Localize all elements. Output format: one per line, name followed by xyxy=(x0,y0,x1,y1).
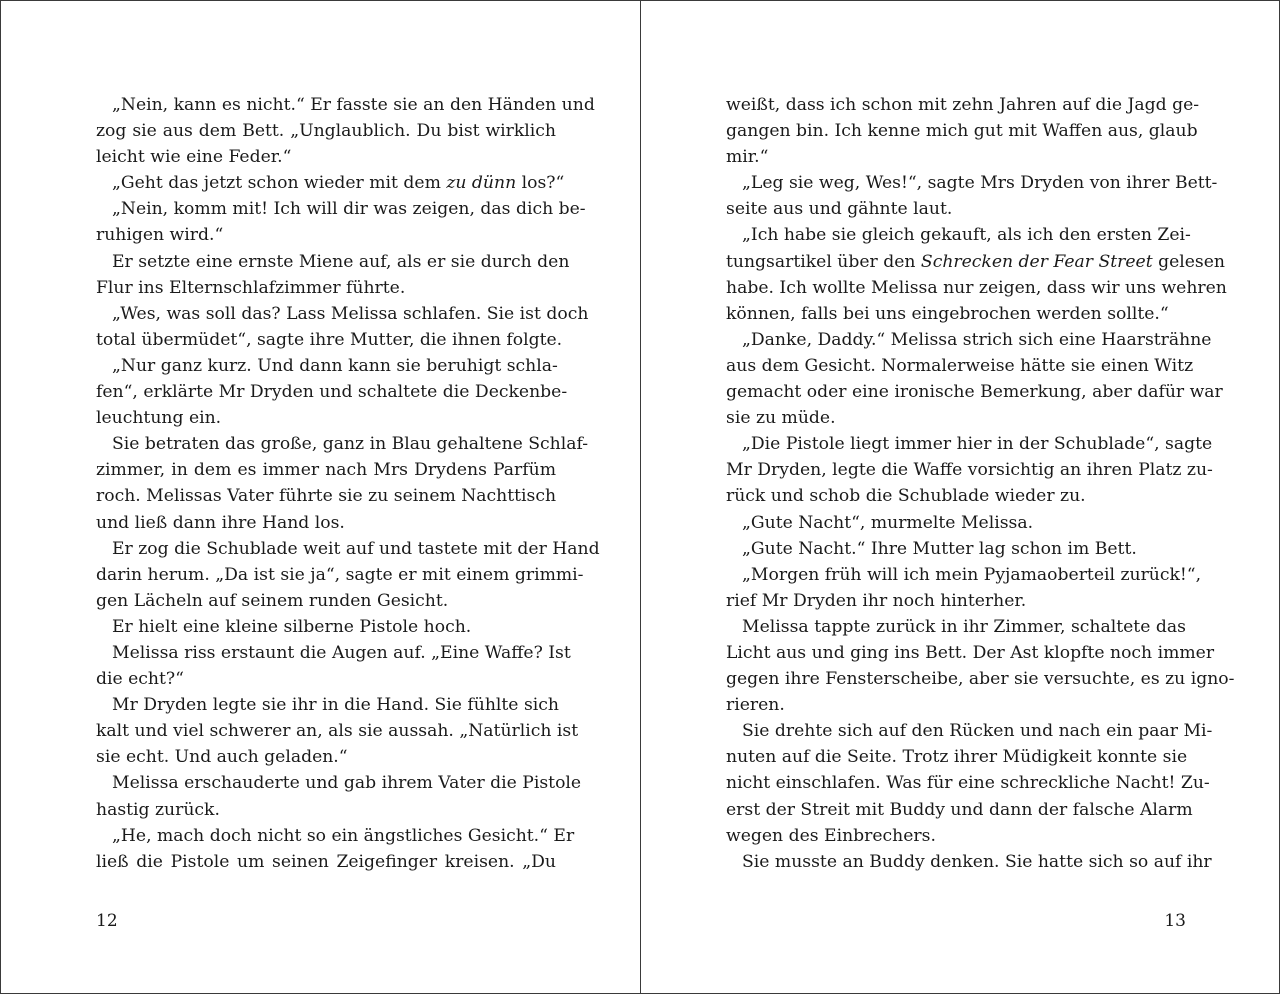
left-page xyxy=(1,1,640,993)
text-line: Er zog die Schublade weit auf und tastete mit der Hand xyxy=(112,538,600,559)
italic-phrase: Schrecken der Fear Street xyxy=(920,251,1153,272)
text-line: gemacht oder eine ironische Bemerkung, aber dafür war xyxy=(726,382,1223,403)
text-line: „Nein, komm mit! Ich will dir was zeigen, das dich be- xyxy=(112,199,586,220)
text-line: „Gute Nacht“, murmelte Melissa. xyxy=(742,512,1034,533)
text-line: rieren. xyxy=(726,695,785,716)
text-line: gegen ihre Fensterscheibe, aber sie versuchte, es zu igno- xyxy=(726,669,1235,690)
text-line: sie zu müde. xyxy=(726,408,836,429)
left-page-number: 12 xyxy=(96,911,118,931)
text-line: und ließ dann ihre Hand los. xyxy=(96,512,345,533)
text-line: Er setzte eine ernste Miene auf, als er sie durch den xyxy=(112,251,570,272)
text-line: hastig zurück. xyxy=(96,799,220,820)
text-line: können, falls bei uns eingebrochen werden sollte.“ xyxy=(726,303,1169,324)
italic-phrase: zu dünn xyxy=(446,173,517,194)
text-line: die echt?“ xyxy=(96,669,184,690)
text-line: seite aus und gähnte laut. xyxy=(726,199,953,220)
right-page-number: 13 xyxy=(1164,911,1186,931)
left-page-text xyxy=(96,92,600,875)
text-line: „Danke, Daddy.“ Melissa strich sich eine Haarsträhne xyxy=(742,329,1212,350)
text-line: darin herum. „Da ist sie ja“, sagte er mit einem grimmi- xyxy=(96,564,584,585)
text-line: erst der Streit mit Buddy und dann der falsche Alarm xyxy=(726,799,1193,820)
text-line: Sie musste an Buddy denken. Sie hatte sich so auf ihr xyxy=(742,851,1212,872)
text-line: Sie drehte sich auf den Rücken und nach ein paar Mi- xyxy=(742,721,1213,742)
text-line: zog sie aus dem Bett. „Unglaublich. Du bist wirklich xyxy=(96,121,556,142)
text-line: „Morgen früh will ich mein Pyjamaoberteil zurück!“, xyxy=(742,564,1202,585)
text-line: Melissa tappte zurück in ihr Zimmer, schaltete das xyxy=(742,616,1186,637)
text-line: „Nur ganz kurz. Und dann kann sie beruhigt schla- xyxy=(112,355,558,376)
text-line: Licht aus und ging ins Bett. Der Ast klopfte noch immer xyxy=(726,642,1215,663)
text-line: „Leg sie weg, Wes!“, sagte Mrs Dryden von ihrer Bett- xyxy=(742,173,1218,194)
text-line: gangen bin. Ich kenne mich gut mit Waffen aus, glaub xyxy=(726,121,1198,142)
text-line: wegen des Einbrechers. xyxy=(726,825,936,846)
text-line: kalt und viel schwerer an, als sie aussah. „Natürlich ist xyxy=(96,721,579,742)
text-line: mir.“ xyxy=(726,147,769,168)
text-line: Mr Dryden, legte die Waffe vorsichtig an ihren Platz zu- xyxy=(726,460,1213,481)
text-line: „Die Pistole liegt immer hier in der Schublade“, sagte xyxy=(742,434,1213,455)
text-line: weißt, dass ich schon mit zehn Jahren auf die Jagd ge- xyxy=(726,95,1200,115)
text-line: „Gute Nacht.“ Ihre Mutter lag schon im Bett. xyxy=(742,538,1137,559)
text-line: Sie betraten das große, ganz in Blau gehaltene Schlaf- xyxy=(112,434,589,455)
right-page-text xyxy=(726,92,1235,875)
text-line: zimmer, in dem es immer nach Mrs Drydens Parfüm xyxy=(96,460,556,481)
text-line: nicht einschlafen. Was für eine schreckliche Nacht! Zu- xyxy=(726,773,1210,794)
text-line: leicht wie eine Feder.“ xyxy=(96,147,292,168)
text-line: fen“, erklärte Mr Dryden und schaltete die Deckenbe- xyxy=(96,382,568,403)
text-line: „Geht das jetzt schon wieder mit dem zu dünn los?“ xyxy=(112,173,565,194)
text-line: gen Lächeln auf seinem runden Gesicht. xyxy=(96,590,449,611)
text-line: Melissa erschauderte und gab ihrem Vater die Pistole xyxy=(112,773,582,794)
text-line: habe. Ich wollte Melissa nur zeigen, dass wir uns wehren xyxy=(726,277,1227,298)
text-line: rief Mr Dryden ihr noch hinterher. xyxy=(726,590,1027,611)
text-line: aus dem Gesicht. Normalerweise hätte sie einen Witz xyxy=(726,355,1194,376)
text-line: leuchtung ein. xyxy=(96,408,222,429)
text-line: rück und schob die Schublade wieder zu. xyxy=(726,486,1086,507)
text-line: roch. Melissas Vater führte sie zu seinem Nachttisch xyxy=(96,486,557,507)
text-line: „He, mach doch nicht so ein ängstliches Gesicht.“ Er xyxy=(112,825,575,846)
text-line: tungsartikel über den Schrecken der Fear Street gelesen xyxy=(726,251,1225,272)
text-line: Er hielt eine kleine silberne Pistole hoch. xyxy=(112,616,472,637)
text-line: ruhigen wird.“ xyxy=(96,225,224,246)
text-line: sie echt. Und auch geladen.“ xyxy=(96,747,348,768)
right-page xyxy=(641,1,1280,993)
text-line: „Ich habe sie gleich gekauft, als ich den ersten Zei- xyxy=(742,225,1191,246)
text-line: Mr Dryden legte sie ihr in die Hand. Sie fühlte sich xyxy=(112,695,559,716)
text-line: total übermüdet“, sagte ihre Mutter, die ihnen folgte. xyxy=(96,329,563,350)
text-line: „Wes, was soll das? Lass Melissa schlafen. Sie ist doch xyxy=(112,303,589,324)
text-line: Melissa riss erstaunt die Augen auf. „Eine Waffe? Ist xyxy=(112,642,571,663)
text-line: ließ die Pistole um seinen Zeigefinger kreisen. „Du xyxy=(96,851,556,872)
text-line: Flur ins Elternschlafzimmer führte. xyxy=(96,277,406,298)
text-line: „Nein, kann es nicht.“ Er fasste sie an den Händen und xyxy=(112,95,595,115)
text-line: nuten auf die Seite. Trotz ihrer Müdigkeit konnte sie xyxy=(726,747,1188,768)
